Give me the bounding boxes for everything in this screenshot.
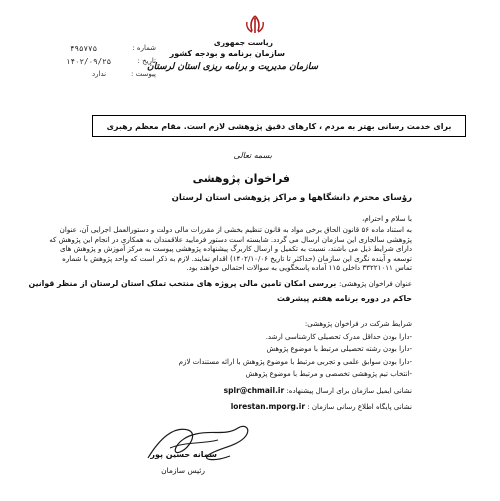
condition-item: -دارا بودن سوابق علمی و تجربی مرتبط با موضوع پژوهش با ارائه مستندات لازم [178,357,412,366]
subject-line-2: حاکم در دوره برنامه هفتم پیشرفت [277,293,412,303]
presidency-label: ریاست جمهوری [213,38,273,47]
paragraph-line: تماس ۳۳۲۲۱۰۱۱ داخلی ۱۱۵ آماده پاسخگویی به سوالات احتمالی خواهند بود. [186,263,412,273]
body-paragraph [49,225,412,273]
bismillah: بسمه تعالی [233,151,272,160]
website-link[interactable]: lorestan.mporg.ir [230,402,306,411]
quote-banner: برای خدمت رسانی بهتر به مردم ، کارهای دقیق پژوهشی لازم است. مقام معظم رهبری [92,115,466,137]
condition-item: -دارا بودن رشته تحصیلی مرتبط با موضوع پژوهش [266,345,412,353]
page-title: فراخوان پژوهشی [192,172,290,185]
email-label: نشانی ایمیل سازمان برای ارسال پیشنهاده: [286,387,412,395]
website-label: نشانی پایگاه اطلاع رسانی سازمان : [307,403,412,411]
paragraph-line: پژوهشی سالجاری این سازمان ارسال می گردد. شایسته است دستور فرمایید علاقمندان به همکاری در انجام این پژوهش که [49,234,412,244]
paragraph-line: توسعه و آینده نگری این سازمان (حداکثر تا تاریخ ۱۴۰۲/۱۰/۰۶) اقدام نمایند. لازم به ذکر است که واحد پژوهش با شماره [62,253,412,263]
signatory-name: سمانه حسین پور [150,450,217,459]
subject-label: عنوان فراخوان پژوهشی: [339,280,412,288]
email-value[interactable]: splr@chmail.ir [223,386,285,395]
attachment-label: پیوست : [131,70,156,78]
conditions-heading: شرایط شرکت در فراخوان پژوهشی: [304,320,412,328]
paragraph-line: دارای شرایط ذیل می باشند، نسبت به تکمیل و ارسال کاربرگ پیشنهاده پژوهشی پیوست به مرکز آموزش و پژوهش های [59,244,412,254]
condition-item: -انتخاب تیم پژوهشی تخصصی و مرتبط با موضوع پژوهش [245,370,412,378]
signature-scribble [140,408,260,470]
number-value: ۴۹۵۷۷۵ [70,44,98,53]
subject-line: بررسی امکان تامین مالی پروژه های منتخب تملک استان لرستان از منظر قوانین [28,279,337,288]
conditions-block [112,318,412,381]
number-label: شماره : [132,44,156,52]
addressee-line: رؤسای محترم دانشگاهها و مراکز پژوهشی استان لرستان [171,193,412,203]
salutation: با سلام و احترام، [362,214,412,223]
attachment-value: ندارد [92,70,107,78]
iran-emblem-icon [238,14,272,36]
date-value: ۱۴۰۲/۰۹/۲۵ [66,57,112,66]
date-label: تاریخ : [137,57,156,65]
ministry-label: سازمان برنامه و بودجه کشور [169,49,285,58]
signatory-title: رئیس سازمان [161,466,205,475]
organization-label: سازمان مدیریت و برنامه ریزی استان لرستان [147,62,318,72]
subject-block [28,277,412,305]
paragraph-line: به استناد ماده ۵۶ قانون الحاق برخی مواد به قانون تنظیم بخشی از مقررات مالی دولت و دستورالعمل اجرایی آن، عنوان [59,225,412,234]
condition-item: -دارا بودن حداقل مدرک تحصیلی کارشناسی ارشد. [265,332,412,341]
